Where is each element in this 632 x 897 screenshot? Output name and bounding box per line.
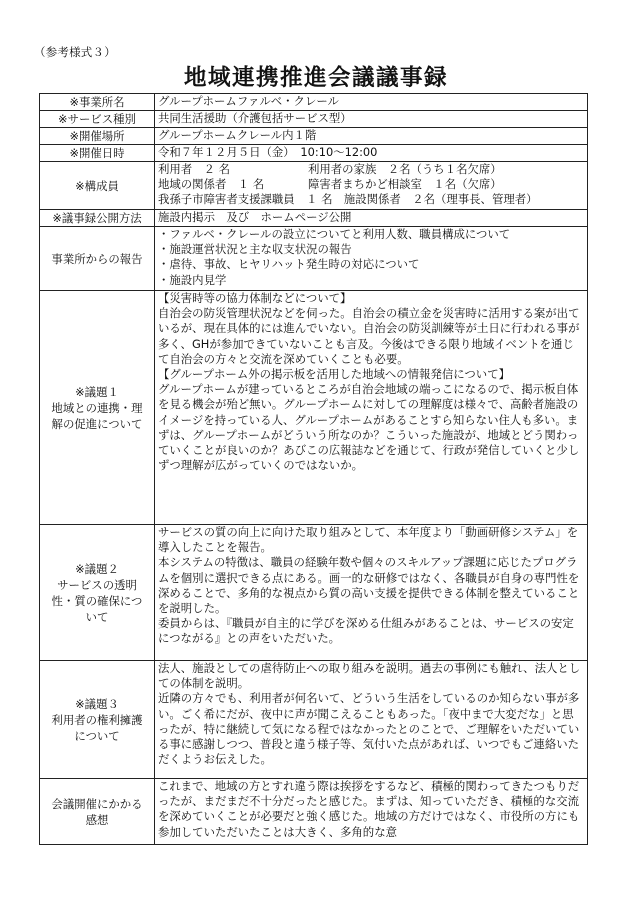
minutes-table [39, 93, 588, 845]
row-facility-name [40, 94, 588, 111]
service-type-label: ※サービス種別 [40, 111, 155, 128]
agenda-3-label: ※議題３ 利用者の権利擁護 について [40, 661, 155, 779]
agenda-3-content [155, 661, 588, 779]
facility-name-label: ※事業所名 [40, 94, 155, 111]
impressions-content [155, 779, 588, 845]
row-publication [40, 210, 588, 227]
report-label: 事業所からの報告 [40, 227, 155, 291]
row-venue [40, 128, 588, 145]
agenda-1-paragraph-2: グループホームが建っているところが自治会地域の端っこになるので、掲示板自体を見る機会が殆ど無い。グループホームに対しての理解度は様々で、高齢者施設のイメージを持っている人、グループホームがあることすら知らない住人も多い。まずは、グループホームがどういう所なのか？こういった施設が、地域とどう関わっていくことが良いのか？あびこの広報誌などを通じて、行政が発信していくと少しずつ理解が広がっていくのではないか。 [158, 382, 580, 473]
document-title: 地域連携推進会議議事録 [183, 65, 448, 91]
facility-name-value: グループホームファルベ・クレール [155, 94, 588, 111]
impressions-paragraph: これまで、地域の方とすれ違う際は挨拶をするなど、積極的関わってきたつもりだったが、まだまだ不十分だったと感じた。まずは、知っていただき、積極的な交流を深めていくことが必要だと強く感じた。地域の方だけではなく、市役所の方にも参加していただいたことは大きく、多角的な意 [158, 779, 580, 839]
publication-label: ※議事録公開方法 [40, 210, 155, 227]
row-agenda-3 [40, 661, 588, 779]
row-datetime [40, 145, 588, 162]
members-value [155, 162, 588, 210]
agenda-2-paragraph-2: 本システムの特徴は、職員の経験年数や個々のスキルアップ課題に応じたプログラムを個別に選択できる点にある。画一的な研修ではなく、各職員が自身の専門性を深めることで、多角的な視点から質の高い支援を提供できる体制を整えていることを説明した。 [158, 555, 580, 616]
row-impressions [40, 779, 588, 845]
report-item: ・施設内見学 [158, 272, 227, 287]
venue-value: グループホームクレール内１階 [155, 128, 588, 145]
service-type-value: 共同生活援助（介護包括サービス型） [155, 111, 588, 128]
agenda-2-content [155, 525, 588, 661]
reference-form-label: （参考様式３） [34, 45, 116, 59]
agenda-1-heading-2: 【グループホーム外の掲示板を活用した地域への情報発信について】 [158, 367, 510, 382]
report-item: ・ファルベ・クレールの設立についてと利用人数、職員構成について [158, 227, 511, 241]
agenda-1-content [155, 291, 588, 525]
row-service-type [40, 111, 588, 128]
impressions-label: 会議開催にかかる 感想 [40, 779, 155, 845]
report-value [155, 227, 588, 291]
report-item: ・虐待、事故、ヒヤリハット発生時の対応について [158, 257, 420, 272]
members-line-2: 地域の関係者 １ 名 障害者まちかど相談室 １名（欠席） [158, 177, 502, 192]
members-line-1: 利用者 ２ 名 利用者の家族 ２名（うち１名欠席） [158, 162, 502, 176]
row-members [40, 162, 588, 210]
report-item: ・施設運営状況と主な収支状況の報告 [158, 242, 352, 257]
row-agenda-1 [40, 291, 588, 525]
agenda-2-paragraph-1: サービスの質の向上に向けた取り組みとして、本年度より「動画研修システム」を導入したことを報告。 [158, 525, 579, 555]
row-agenda-2 [40, 525, 588, 661]
agenda-2-label: ※議題２ サービスの透明 性・質の確保につ いて [40, 525, 155, 661]
members-label: ※構成員 [40, 162, 155, 210]
datetime-label: ※開催日時 [40, 145, 155, 162]
row-report [40, 227, 588, 291]
agenda-3-paragraph-1: 法人、施設としての虐待防止への取り組みを説明。過去の事例にも触れ、法人としての体制を説明。 [158, 661, 581, 691]
agenda-3-paragraph-2: 近隣の方々でも、利用者が何名いて、どういう生活をしているのか知らない事が多い。ごく希にだが、夜中に声が聞こえることもあった。「夜中まで大変だな」と思ったが、特に継続して気になる程ではなかったとのことで、ご理解をいただいている事に感謝しつつ、普段と違う様子等、気付いた点があれば、いつでもご連絡いただくようお伝えした。 [158, 691, 580, 767]
agenda-1-heading-1: 【災害時等の協力体制などについて】 [158, 291, 352, 305]
members-line-3: 我孫子市障害者支援課職員 １ 名 施設関係者 ２名（理事長、管理者） [158, 192, 538, 207]
publication-value: 施設内掲示 及び ホームページ公開 [155, 210, 588, 227]
agenda-1-label: ※議題１ 地域との連携・理 解の促進について [40, 291, 155, 525]
datetime-value: 令和７年１２月５日（金） 10:10～12:00 [155, 145, 588, 162]
venue-label: ※開催場所 [40, 128, 155, 145]
agenda-1-paragraph-1: 自治会の防災管理状況などを伺った。自治会の積立金を災害時に活用する案が出ているが、現在具体的には進んでいない。自治会の防災訓練等が土日に行われる事が多く、GHが参加できていないことも言及。今後はできる限り地域イベントを通じて自治会の方々と交流を深めていくことも必要。 [158, 306, 580, 366]
agenda-2-paragraph-3: 委員からは、『職員が自主的に学びを深める仕組みがあることは、サービスの安定につながる』との声をいただいた。 [158, 616, 574, 646]
